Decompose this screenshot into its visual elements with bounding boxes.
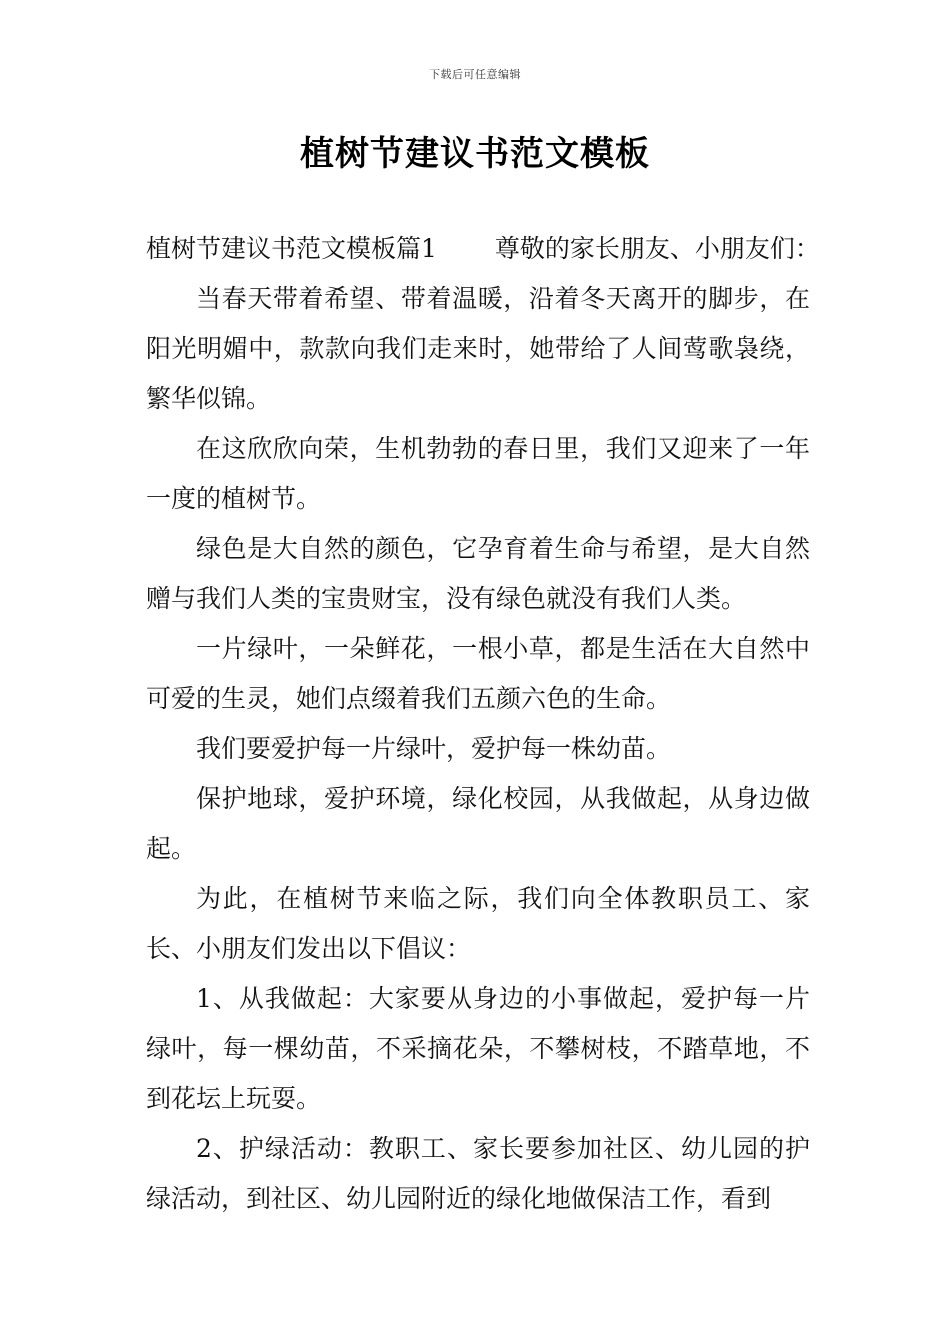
paragraph: 一片绿叶，一朵鲜花，一根小草，都是生活在大自然中可爱的生灵，她们点缀着我们五颜六色的生命。 — [146, 634, 810, 713]
section-label: 植树节建议书范文模板篇1 — [146, 234, 437, 263]
paragraph: 绿色是大自然的颜色，它孕育着生命与希望，是大自然赠与我们人类的宝贵财宝，没有绿色就没有我们人类。 — [146, 534, 810, 613]
paragraph: 为此，在植树节来临之际，我们向全体教职员工、家长、小朋友们发出以下倡议： — [146, 884, 810, 963]
document-body — [146, 224, 820, 1224]
paragraph: 2、护绿活动：教职工、家长要参加社区、幼儿园的护绿活动，到社区、幼儿园附近的绿化地做保洁工作，看到 — [146, 1134, 810, 1213]
header-note: 下载后可任意编辑 — [429, 68, 521, 81]
paragraph: 我们要爱护每一片绿叶，爱护每一株幼苗。 — [196, 734, 672, 763]
paragraph: 在这欣欣向荣，生机勃勃的春日里，我们又迎来了一年一度的植树节。 — [146, 434, 810, 513]
paragraph: 当春天带着希望、带着温暖，沿着冬天离开的脚步，在阳光明媚中，款款向我们走来时，她带给了人间莺歌袅绕，繁华似锦。 — [146, 284, 810, 413]
intro-line — [146, 224, 820, 274]
salutation: 尊敬的家长朋友、小朋友们： — [494, 234, 820, 263]
paragraph: 保护地球，爱护环境，绿化校园，从我做起，从身边做起。 — [146, 784, 810, 863]
document-title: 植树节建议书范文模板 — [300, 134, 650, 174]
paragraph: 1、从我做起：大家要从身边的小事做起，爱护每一片绿叶，每一棵幼苗，不采摘花朵，不攀树枝，不踏草地，不到花坛上玩耍。 — [146, 984, 810, 1113]
